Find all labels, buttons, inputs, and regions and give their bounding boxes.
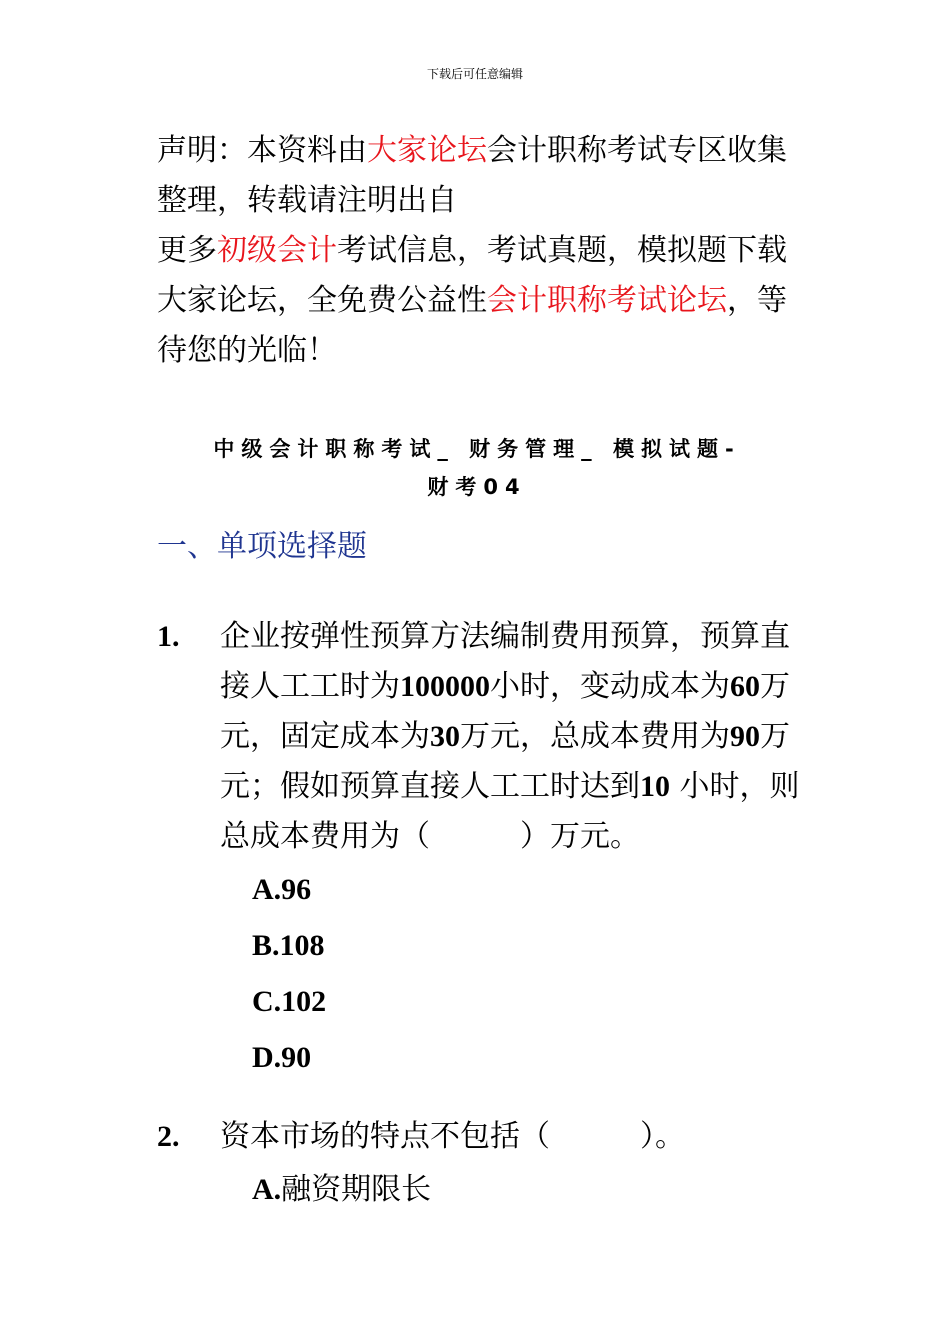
option-text: B.108: [252, 929, 325, 962]
option-text: A.96: [252, 873, 312, 906]
stem-text: 小时，则总成本费用为（ ）万元。: [220, 769, 800, 854]
stem-text: 万元，总成本费用为: [460, 719, 730, 754]
stem-number: 60: [730, 670, 760, 703]
option-d[interactable]: [252, 1030, 827, 1086]
option-text: 融资期限长: [281, 1172, 432, 1207]
exam-forum-link[interactable]: 会计职称考试论坛: [487, 283, 727, 318]
question-stem: [220, 612, 800, 862]
notice-text: ，等待您的光临！: [157, 283, 787, 368]
stem-number: 10: [640, 770, 670, 803]
notice-line-3: [157, 276, 807, 376]
stem-number: 90: [730, 720, 760, 753]
question-1: [157, 612, 827, 1086]
option-a[interactable]: [252, 1162, 827, 1218]
stem-number: 30: [430, 720, 460, 753]
stem-text: 企业按弹性预算方法编制费用预算，预算直接人工工时为: [220, 619, 790, 704]
notice-text: 声明：本资料由: [157, 133, 367, 168]
option-c[interactable]: [252, 974, 827, 1030]
page-header: [0, 66, 950, 82]
stem-text: 万元；假如预算直接人工工时达到: [220, 719, 790, 804]
section-heading: 一、单项选择题: [157, 529, 367, 564]
notice-line-2: [157, 226, 807, 276]
question-number: 1.: [157, 620, 180, 653]
notice-text: 考试信息，考试真题，模拟题下载: [337, 233, 787, 268]
notice-line-1: [157, 126, 807, 226]
option-letter: A.: [252, 1173, 282, 1206]
document-title: [157, 430, 797, 506]
stem-text: 小时，变动成本为: [490, 669, 730, 704]
option-b[interactable]: [252, 918, 827, 974]
title-line-2: 财考04: [427, 475, 527, 499]
notice-text: 会计职称考试专区收集整理，转载请注明出自: [157, 133, 787, 218]
option-text: C.102: [252, 985, 327, 1018]
junior-accounting-link[interactable]: 初级会计: [217, 233, 337, 268]
stem-text: 万元，固定成本为: [220, 669, 790, 754]
notice-text: 大家论坛，全免费公益性: [157, 283, 487, 318]
stem-number: 100000: [400, 670, 490, 703]
title-line-1: 中级会计职称考试_ 财务管理_ 模拟试题-: [213, 437, 741, 461]
option-a[interactable]: [252, 862, 827, 918]
notice-text: 更多: [157, 233, 217, 268]
question-stem: 资本市场的特点不包括（ ）。: [220, 1119, 685, 1154]
question-number: 2.: [157, 1120, 180, 1153]
option-text: D.90: [252, 1041, 312, 1074]
notice-block: [157, 126, 807, 376]
header-text: 下载后可任意编辑: [426, 67, 523, 81]
question-2: [157, 1112, 827, 1218]
forum-link[interactable]: 大家论坛: [367, 133, 487, 168]
